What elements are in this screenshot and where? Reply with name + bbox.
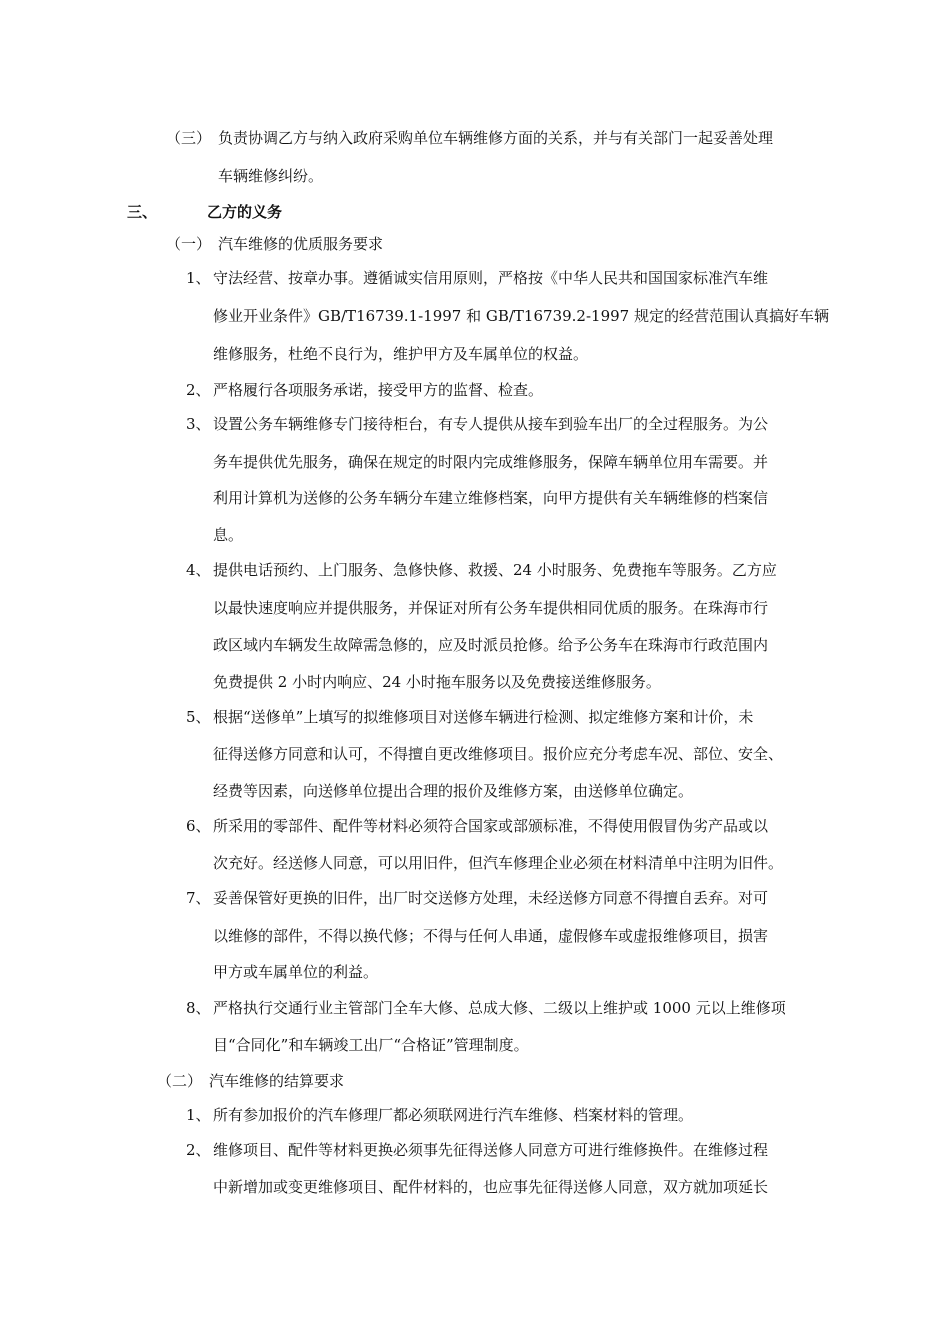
item-line: 次充好。经送修人同意，可以用旧件，但汽车修理企业必须在材料清单中注明为旧件。 <box>213 854 784 872</box>
subsection-label: （二） <box>157 1072 203 1090</box>
item-line: 甲方或车属单位的利益。 <box>213 963 379 981</box>
item-number: 6、 <box>186 817 211 835</box>
item-line: 修业开业条件》GB/T16739.1-1997 和 GB/T16739.2-1997 规定的经营范围认真搞好车辆 <box>213 307 829 325</box>
item-line: 维修项目、配件等材料更换必须事先征得送修人同意方可进行维修换件。在维修过程 <box>213 1141 769 1159</box>
item-line: 目“合同化”和车辆竣工出厂“合格证”管理制度。 <box>213 1036 529 1054</box>
item-line: 以维修的部件，不得以换代修；不得与任何人串通，虚假修车或虚报维修项目，损害 <box>213 927 769 945</box>
item-line: 息。 <box>213 526 244 544</box>
item-number: 1、 <box>186 1106 211 1124</box>
item-line: 利用计算机为送修的公务车辆分车建立维修档案，向甲方提供有关车辆维修的档案信 <box>213 489 769 507</box>
item-line: 设置公务车辆维修专门接待柜台，有专人提供从接车到验车出厂的全过程服务。为公 <box>213 415 769 433</box>
item-line: 政区域内车辆发生故障需急修的，应及时派员抢修。给予公务车在珠海市行政范围内 <box>213 636 769 654</box>
item-line: 所有参加报价的汽车修理厂都必须联网进行汽车维修、档案材料的管理。 <box>213 1106 694 1124</box>
paragraph-line: 车辆维修纠纷。 <box>218 167 324 185</box>
item-number: 8、 <box>186 999 211 1017</box>
item-line: 免费提供 2 小时内响应、24 小时拖车服务以及免费接送维修服务。 <box>213 673 661 691</box>
item-number: 5、 <box>186 708 211 726</box>
item-line: 中新增加或变更维修项目、配件材料的，也应事先征得送修人同意，双方就加项延长 <box>213 1178 769 1196</box>
item-line: 所采用的零部件、配件等材料必须符合国家或部颁标准，不得使用假冒伪劣产品或以 <box>213 817 769 835</box>
item-number: 4、 <box>186 561 211 579</box>
section-label: （三） <box>166 129 212 147</box>
item-line: 征得送修方同意和认可，不得擅自更改维修项目。报价应充分考虑车况、部位、安全、 <box>213 745 784 763</box>
subsection-title: 汽车维修的优质服务要求 <box>218 235 384 253</box>
item-line: 务车提供优先服务，确保在规定的时限内完成维修服务，保障车辆单位用车需要。并 <box>213 453 769 471</box>
item-line: 提供电话预约、上门服务、急修快修、救援、24 小时服务、免费拖车等服务。乙方应 <box>213 561 777 579</box>
item-line: 严格履行各项服务承诺，接受甲方的监督、检查。 <box>213 381 544 399</box>
paragraph-line: 负责协调乙方与纳入政府采购单位车辆维修方面的关系，并与有关部门一起妥善处理 <box>218 129 774 147</box>
item-line: 严格执行交通行业主管部门全车大修、总成大修、二级以上维护或 1000 元以上维修项 <box>213 999 786 1017</box>
subsection-title: 汽车维修的结算要求 <box>209 1072 345 1090</box>
item-line: 以最快速度响应并提供服务，并保证对所有公务车提供相同优质的服务。在珠海市行 <box>213 599 769 617</box>
item-line: 经费等因素，向送修单位提出合理的报价及维修方案，由送修单位确定。 <box>213 782 694 800</box>
item-line: 守法经营、按章办事。遵循诚实信用原则，严格按《中华人民共和国国家标准汽车维 <box>213 269 769 287</box>
item-line: 根据“送修单”上填写的拟维修项目对送修车辆进行检测、拟定维修方案和计价，未 <box>213 708 754 726</box>
section-title: 乙方的义务 <box>207 203 283 221</box>
item-line: 维修服务，杜绝不良行为，维护甲方及车属单位的权益。 <box>213 345 589 363</box>
item-number: 7、 <box>186 889 211 907</box>
subsection-label: （一） <box>166 235 212 253</box>
item-number: 2、 <box>186 1141 211 1159</box>
item-number: 3、 <box>186 415 211 433</box>
item-number: 1、 <box>186 269 211 287</box>
item-line: 妥善保管好更换的旧件，出厂时交送修方处理，未经送修方同意不得擅自丢弃。对可 <box>213 889 769 907</box>
section-number: 三、 <box>127 203 158 221</box>
item-number: 2、 <box>186 381 211 399</box>
